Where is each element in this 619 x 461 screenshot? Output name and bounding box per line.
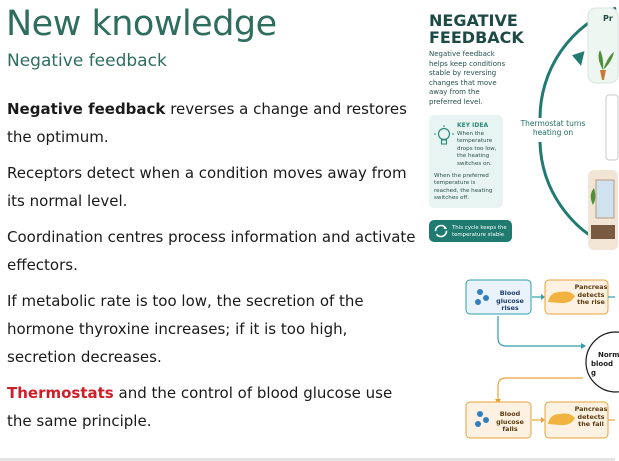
pancreas-detects-fall-label: Pancreas detects the fall: [574, 405, 608, 429]
glucose-falls-label: Blood glucose falls: [496, 410, 524, 434]
pancreas-detects-rise-label: Pancreas detects the rise: [574, 283, 608, 307]
blood-glucose-diagram: [458, 272, 619, 447]
key-idea-text-2: When the preferred temperature is reached, the heating switches off.: [434, 173, 493, 202]
thermostat-label: Thermostat turns heating on: [520, 119, 586, 137]
paragraph-3: Coordination centres process information and activate effectors.: [7, 228, 416, 274]
infographic-title-line1: NEGATIVE: [429, 11, 518, 30]
term-thermostats: Thermostats: [7, 384, 114, 402]
paragraph-5-text: and the control of blood glucose use the same principle.: [7, 384, 393, 430]
normal-glucose-label-2: blood g: [591, 360, 614, 377]
page-subtitle: Negative feedback: [7, 51, 167, 71]
cycle-text: This cycle keeps the temperature stable: [452, 225, 507, 238]
negative-feedback-infographic: [428, 0, 615, 265]
paragraph-1-text: reverses a change and restores the optimum.: [7, 100, 407, 146]
key-idea-text-1: When the temperature drops too low, the heating switches on.: [457, 131, 497, 167]
paragraph-2: Receptors detect when a condition moves away from its normal level.: [7, 164, 407, 210]
key-idea-title: KEY IDEA: [457, 122, 489, 129]
paragraph-5: [7, 379, 417, 435]
term-negative-feedback: Negative feedback: [7, 100, 166, 118]
paragraph-1: [7, 95, 417, 151]
partial-stage-label: Pr: [603, 14, 613, 23]
glucose-rises-label: Blood glucose rises: [496, 289, 524, 313]
infographic-title-line2: FEEDBACK: [429, 28, 524, 47]
infographic-description: Negative feedback helps keep conditions stable by reversing changes that move away from the preferred level.: [429, 50, 506, 106]
paragraph-4: If metabolic rate is too low, the secretion of the hormone thyroxine increases; if it is too high, secretion decreases.: [7, 292, 364, 366]
body-text: [7, 95, 417, 443]
page-title: New knowledge: [6, 4, 277, 44]
normal-glucose-label-1: Norm: [598, 351, 619, 359]
